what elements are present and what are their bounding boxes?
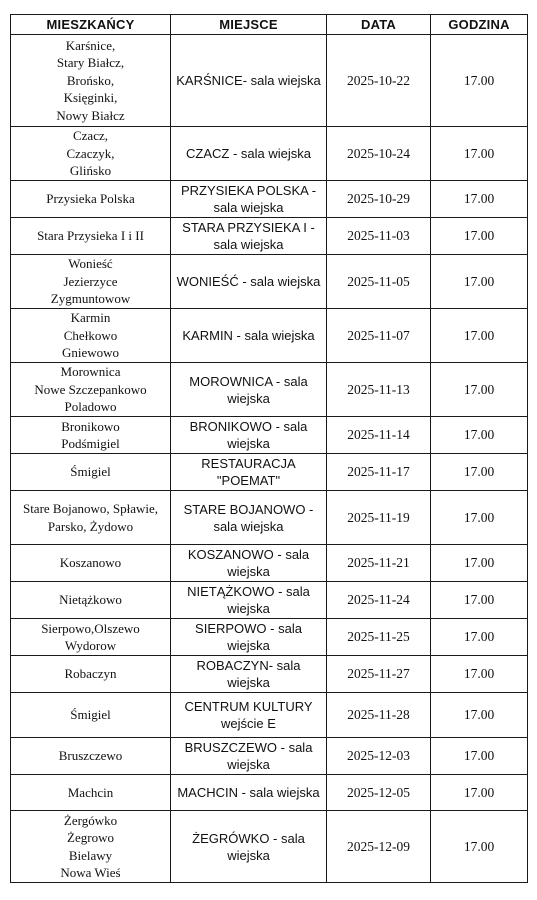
place-line: MACHCIN - sala wiejska (177, 785, 320, 800)
place-line: BRUSZCZEWO - sala (184, 740, 313, 755)
place-cell (171, 309, 327, 363)
place-line: MOROWNICA - sala (189, 373, 308, 389)
time-cell: 17.00 (431, 693, 528, 738)
residents-line: Chełkowo (63, 327, 118, 343)
residents-line: Czaczyk, (66, 145, 115, 161)
place-line: CENTRUM KULTURY (184, 699, 313, 714)
time-cell: 17.00 (431, 738, 528, 775)
date-cell: 2025-10-22 (327, 35, 431, 127)
place-cell (171, 454, 327, 491)
residents-cell (11, 491, 171, 545)
place-cell (171, 582, 327, 619)
table-row (11, 775, 528, 811)
date-cell: 2025-10-29 (327, 181, 431, 218)
date-cell: 2025-11-14 (327, 417, 431, 454)
residents-line: Nowe Szczepankowo (34, 381, 147, 397)
table-row (11, 619, 528, 656)
residents-line: Bruszczewo (58, 748, 123, 764)
place-line: wejście E (221, 716, 276, 731)
table-row (11, 811, 528, 883)
residents-cell (11, 582, 171, 619)
time-cell: 17.00 (431, 582, 528, 619)
place-cell (171, 35, 327, 127)
date-cell: 2025-11-27 (327, 656, 431, 693)
date-cell: 2025-11-25 (327, 619, 431, 656)
residents-line: Stare Bojanowo, Spławie, (22, 501, 159, 516)
place-line: wiejska (227, 757, 270, 772)
date-cell: 2025-11-05 (327, 255, 431, 309)
residents-line: Machcin (67, 784, 114, 800)
meeting-schedule-table (10, 14, 528, 883)
residents-cell (11, 775, 171, 811)
residents-line: Śmigiel (70, 464, 111, 480)
header-date: DATA (327, 15, 431, 35)
date-cell: 2025-11-13 (327, 363, 431, 417)
date-cell: 2025-11-17 (327, 454, 431, 491)
residents-line: Jezierzyce (63, 273, 118, 289)
place-line: wiejska (227, 675, 270, 690)
residents-cell (11, 811, 171, 883)
time-cell: 17.00 (431, 545, 528, 582)
place-line: sala wiejska (213, 237, 284, 252)
date-cell: 2025-11-21 (327, 545, 431, 582)
time-cell: 17.00 (431, 811, 528, 883)
time-cell: 17.00 (431, 35, 528, 127)
residents-line: Stary Białcz, (56, 55, 125, 71)
time-cell: 17.00 (431, 491, 528, 545)
table-row (11, 181, 528, 218)
place-cell (171, 738, 327, 775)
table-row (11, 417, 528, 454)
place-line: CZACZ - sala wiejska (186, 146, 311, 161)
time-cell: 17.00 (431, 309, 528, 363)
place-line: wiejska (227, 601, 270, 616)
place-cell (171, 491, 327, 545)
table-row (11, 656, 528, 693)
header-time: GODZINA (431, 15, 528, 35)
place-cell (171, 417, 327, 454)
residents-line: Koszanowo (59, 555, 122, 571)
residents-line: Bronikowo (61, 418, 120, 434)
residents-line: Zygmuntowow (50, 291, 131, 307)
place-line: STARA PRZYSIEKA I - (182, 220, 315, 235)
time-cell: 17.00 (431, 656, 528, 693)
residents-line: Księginki, (63, 90, 118, 106)
table-row (11, 738, 528, 775)
date-cell: 2025-11-07 (327, 309, 431, 363)
table-row (11, 454, 528, 491)
residents-line: Stara Przysieka I i II (37, 228, 144, 244)
place-line: PRZYSIEKA POLSKA - (180, 183, 317, 198)
place-line: SIERPOWO - sala (195, 621, 302, 636)
residents-line: Wydorow (64, 638, 117, 653)
residents-line: Morownica (60, 364, 121, 380)
residents-cell (11, 255, 171, 309)
time-cell: 17.00 (431, 218, 528, 255)
residents-cell (11, 218, 171, 255)
residents-line: Robaczyn (64, 666, 117, 682)
date-cell: 2025-12-03 (327, 738, 431, 775)
place-cell (171, 811, 327, 883)
residents-line: Żergówko (63, 812, 118, 828)
place-line: sala wiejska (213, 200, 284, 215)
place-line: wiejska (227, 847, 270, 863)
residents-line: Nowy Białcz (56, 107, 125, 123)
residents-line: Sierpowo,Olszewo (41, 620, 140, 636)
date-cell: 2025-11-28 (327, 693, 431, 738)
time-cell: 17.00 (431, 127, 528, 181)
date-cell: 2025-12-09 (327, 811, 431, 883)
residents-line: Podśmigiel (61, 436, 120, 451)
residents-line: Śmigiel (70, 707, 111, 723)
place-line: wiejska (227, 436, 270, 451)
residents-line: Poladowo (64, 399, 117, 415)
place-line: KOSZANOWO - sala (187, 547, 310, 562)
residents-line: Żegrowo (67, 830, 114, 845)
residents-cell (11, 738, 171, 775)
residents-cell (11, 545, 171, 582)
header-place: MIEJSCE (171, 15, 327, 35)
place-cell (171, 693, 327, 738)
table-row (11, 491, 528, 545)
table-row (11, 255, 528, 309)
place-line: wiejska (227, 638, 270, 653)
residents-cell (11, 417, 171, 454)
residents-cell (11, 181, 171, 218)
residents-line: Parsko, Żydowo (47, 518, 134, 534)
date-cell: 2025-10-24 (327, 127, 431, 181)
table-row (11, 218, 528, 255)
table-row (11, 35, 528, 127)
place-line: WONIEŚĆ - sala wiejska (176, 274, 321, 289)
residents-line: Czacz, (72, 128, 108, 144)
residents-line: Glińsko (69, 163, 112, 179)
table-body (11, 35, 528, 883)
time-cell: 17.00 (431, 417, 528, 454)
residents-cell (11, 363, 171, 417)
residents-line: Brońsko, (66, 72, 115, 88)
time-cell: 17.00 (431, 775, 528, 811)
table-row (11, 582, 528, 619)
date-cell: 2025-11-03 (327, 218, 431, 255)
time-cell: 17.00 (431, 255, 528, 309)
place-cell (171, 619, 327, 656)
place-cell (171, 218, 327, 255)
place-line: ŻEGRÓWKO - sala (192, 830, 305, 846)
date-cell: 2025-11-19 (327, 491, 431, 545)
residents-line: Przysieka Polska (46, 191, 135, 207)
table-row (11, 127, 528, 181)
place-line: KARŚNICE- sala wiejska (176, 73, 321, 88)
time-cell: 17.00 (431, 454, 528, 491)
residents-line: Nietążkowo (59, 592, 122, 608)
time-cell: 17.00 (431, 619, 528, 656)
residents-line: Nowa Wieś (60, 865, 121, 880)
residents-line: Karśnice, (65, 37, 116, 53)
residents-cell (11, 454, 171, 491)
place-cell (171, 656, 327, 693)
date-cell: 2025-12-05 (327, 775, 431, 811)
residents-cell (11, 309, 171, 363)
place-line: NIETĄŻKOWO - sala (187, 584, 310, 599)
place-cell (171, 363, 327, 417)
time-cell: 17.00 (431, 181, 528, 218)
place-line: sala wiejska (213, 518, 284, 534)
residents-cell (11, 619, 171, 656)
residents-cell (11, 656, 171, 693)
place-line: STARE BOJANOWO - (183, 501, 314, 517)
residents-cell (11, 127, 171, 181)
place-cell (171, 545, 327, 582)
place-line: wiejska (227, 390, 270, 406)
residents-line: Wonieść (68, 256, 113, 272)
header-row (11, 15, 528, 35)
place-line: KARMIN - sala wiejska (182, 328, 315, 343)
place-line: BRONIKOWO - sala (189, 419, 308, 434)
place-line: "POEMAT" (216, 473, 281, 488)
table-row (11, 693, 528, 738)
residents-line: Gniewowo (61, 345, 120, 361)
place-line: wiejska (227, 564, 270, 579)
date-cell: 2025-11-24 (327, 582, 431, 619)
time-cell: 17.00 (431, 363, 528, 417)
table-row (11, 545, 528, 582)
place-cell (171, 181, 327, 218)
residents-cell (11, 693, 171, 738)
header-residents: MIESZKAŃCY (11, 15, 171, 35)
table-row (11, 309, 528, 363)
place-line: RESTAURACJA (201, 456, 296, 471)
residents-line: Bielawy (68, 847, 113, 863)
table-row (11, 363, 528, 417)
residents-line: Karmin (70, 310, 111, 326)
place-cell (171, 127, 327, 181)
residents-cell (11, 35, 171, 127)
place-cell (171, 255, 327, 309)
place-line: ROBACZYN- sala (196, 658, 301, 673)
place-cell (171, 775, 327, 811)
